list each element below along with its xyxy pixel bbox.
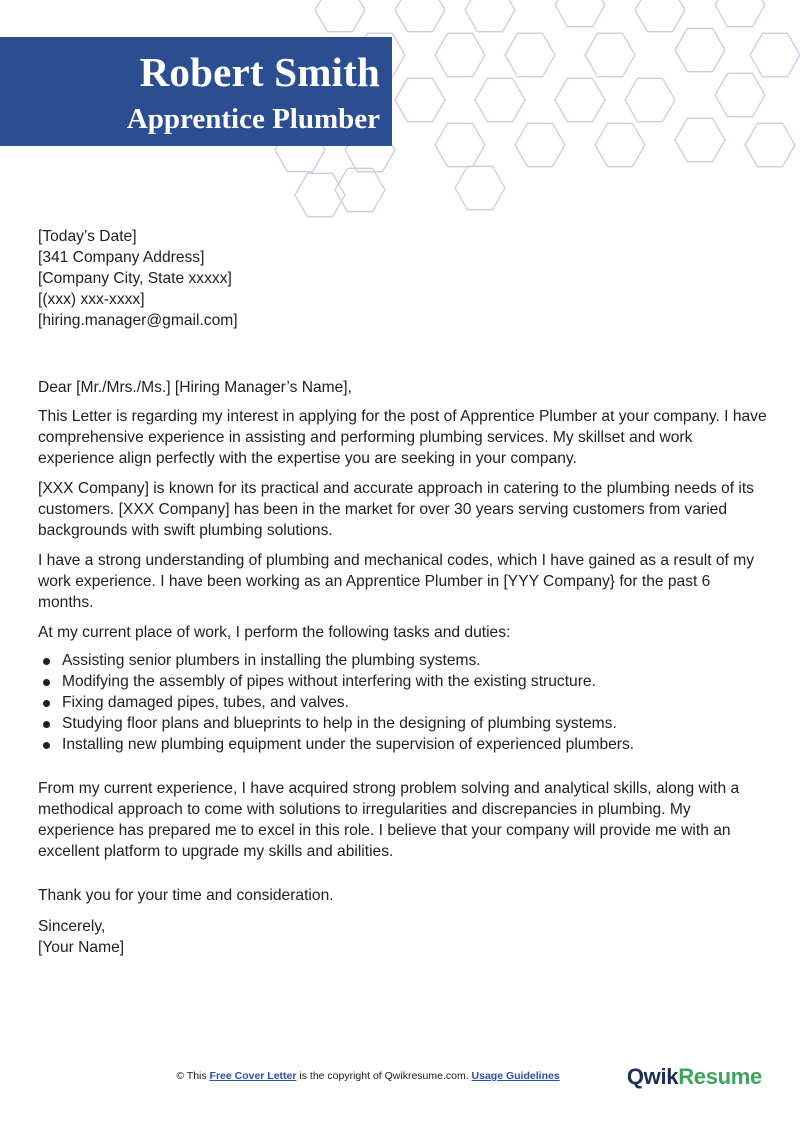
letter-date: [Today’s Date]: [38, 228, 137, 245]
copyright-middle: is the copyright of Qwikresume.com.: [296, 1070, 472, 1082]
hexagon-shape: [335, 168, 385, 211]
letter-greeting: Dear [Mr./Mrs./Ms.] [Hiring Manager’s Name],: [38, 379, 352, 396]
duty-text: Modifying the assembly of pipes without interfering with the existing structure.: [62, 673, 596, 690]
bullet-icon: [43, 679, 50, 686]
bullet-icon: [43, 742, 50, 749]
hexagon-shape: [635, 0, 685, 32]
duty-text: Installing new plumbing equipment under the supervision of experienced plumbers.: [62, 736, 635, 753]
bullet-icon: [43, 700, 50, 707]
address-line-street: [341 Company Address]: [38, 249, 205, 266]
recipient-address: [38, 247, 768, 331]
hexagon-shape: [435, 123, 485, 166]
list-item: [38, 713, 768, 734]
hexagon-shape: [750, 33, 800, 76]
hexagon-shape: [625, 78, 675, 121]
hexagon-shape: [675, 28, 725, 71]
header-banner: [0, 37, 392, 146]
body-paragraph-2: [XXX Company] is known for its practical and accurate approach in catering to the plumbing needs of its customers. [XXX Company] has been in the market for over 30 years serving customers from varied backgrounds with swift plumbing solutions.: [38, 480, 754, 539]
hexagon-shape: [745, 123, 795, 166]
footer-copyright: [0, 1070, 736, 1082]
hexagon-shape: [555, 0, 605, 27]
signature-name: [Your Name]: [38, 939, 125, 956]
hexagon-shape: [715, 0, 765, 27]
list-item: [38, 650, 768, 671]
thanks-line: Thank you for your time and consideration.: [38, 887, 334, 904]
sign-off: Sincerely,: [38, 918, 106, 935]
address-line-phone: [(xxx) xxx-xxxx]: [38, 291, 145, 308]
list-item: [38, 671, 768, 692]
hexagon-shape: [555, 78, 605, 121]
duty-text: Fixing damaged pipes, tubes, and valves.: [62, 694, 349, 711]
duties-intro: At my current place of work, I perform the following tasks and duties:: [38, 624, 511, 641]
logo-part-resume: Resume: [678, 1064, 762, 1089]
hexagon-shape: [465, 0, 515, 32]
hexagon-shape: [455, 166, 505, 209]
hexagon-shape: [675, 118, 725, 161]
body-paragraph-1: This Letter is regarding my interest in applying for the post of Apprentice Plumber at your company. I have comprehensive experience in assisting and performing plumbing services. My skillset and work experience align perfectly with the expertise you are seeking in your company.: [38, 408, 767, 467]
hexagon-shape: [595, 123, 645, 166]
list-item: [38, 734, 768, 755]
hexagon-shape: [515, 123, 565, 166]
body-paragraph-3: I have a strong understanding of plumbing and mechanical codes, which I have gained as a result of my work experience. I have been working as an Apprentice Plumber in [YYY Company} for the past 6 months.: [38, 552, 755, 611]
hexagon-shape: [395, 78, 445, 121]
hexagon-shape: [395, 0, 445, 32]
bullet-icon: [43, 658, 50, 665]
hexagon-shape: [475, 78, 525, 121]
hexagon-shape: [295, 173, 345, 216]
applicant-job-title: Apprentice Plumber: [126, 103, 380, 135]
closing-paragraph: From my current experience, I have acquired strong problem solving and analytical skills, along with a methodical approach to come with solutions to irregularities and discrepancies in plumbing. My experience has prepared me to excel in this role. I believe that your company will provide me with an excellent platform to upgrade my skills and abilities.: [38, 780, 740, 860]
list-item: [38, 692, 768, 713]
usage-guidelines-link[interactable]: Usage Guidelines: [471, 1070, 560, 1082]
hexagon-shape: [435, 33, 485, 76]
hexagon-shape: [505, 33, 555, 76]
duties-list: [38, 650, 768, 755]
bullet-icon: [43, 721, 50, 728]
copyright-prefix: © This: [176, 1070, 210, 1082]
duty-text: Assisting senior plumbers in installing the plumbing systems.: [62, 652, 481, 669]
address-line-city-state: [Company City, State xxxxx]: [38, 270, 232, 287]
duty-text: Studying floor plans and blueprints to help in the designing of plumbing systems.: [62, 715, 617, 732]
address-line-email: [hiring.manager@gmail.com]: [38, 312, 238, 329]
hexagon-shape: [715, 73, 765, 116]
hexagon-shape: [315, 0, 365, 32]
hexagon-shape: [585, 33, 635, 76]
logo-part-qwik: Qwik: [626, 1064, 679, 1089]
letter-body: [38, 226, 768, 958]
applicant-name: Robert Smith: [139, 49, 380, 95]
qwikresume-logo: [627, 1064, 762, 1090]
free-cover-letter-link[interactable]: Free Cover Letter: [209, 1070, 297, 1082]
